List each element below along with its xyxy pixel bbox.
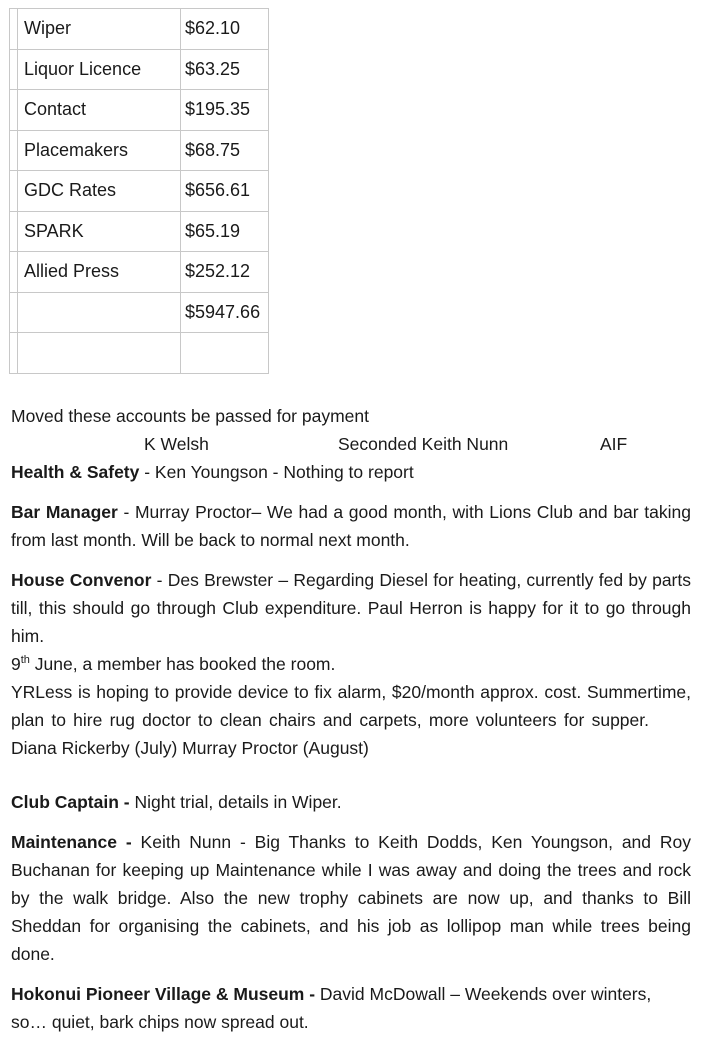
row-gutter-cell xyxy=(10,333,18,374)
museum-heading: Hokonui Pioneer Village & Museum - xyxy=(11,984,316,1004)
account-amount-cell: $65.19 xyxy=(181,211,269,252)
motion-text: Moved these accounts be passed for payment xyxy=(11,406,369,426)
table-row xyxy=(10,49,269,90)
row-gutter-cell xyxy=(10,171,18,212)
account-name-cell: Liquor Licence xyxy=(18,49,181,90)
house-convenor-booking xyxy=(11,650,691,678)
motion-signatures xyxy=(11,430,691,458)
club-captain-heading: Club Captain - xyxy=(11,792,130,812)
table-row xyxy=(10,292,269,333)
club-captain-text: Night trial, details in Wiper. xyxy=(129,792,342,812)
account-amount-cell: $63.25 xyxy=(181,49,269,90)
account-amount-cell: $656.61 xyxy=(181,171,269,212)
health-safety-report xyxy=(11,458,691,486)
account-name-cell: Wiper xyxy=(18,9,181,50)
alarm-text: YRLess is hoping to provide device to fix alarm, $20/month approx. cost. Summertime, plan to hire rug doctor to clean chairs and carpets, more volunteers for supper. xyxy=(11,682,691,730)
booking-suffix: th xyxy=(20,654,30,667)
museum-text: David McDowall – Weekends over winters, so… quiet, bark chips now spread out. xyxy=(11,984,652,1032)
account-name-cell xyxy=(18,333,181,374)
account-amount-cell: $252.12 xyxy=(181,252,269,293)
account-name-cell: GDC Rates xyxy=(18,171,181,212)
account-amount-cell: $5947.66 xyxy=(181,292,269,333)
account-amount-cell: $62.10 xyxy=(181,9,269,50)
motion-seconder: Seconded Keith Nunn xyxy=(338,434,509,454)
table-row xyxy=(10,171,269,212)
row-gutter-cell xyxy=(10,90,18,131)
maintenance-report xyxy=(11,828,691,968)
health-safety-text: - Ken Youngson - Nothing to report xyxy=(139,462,414,482)
table-row xyxy=(10,9,269,50)
row-gutter-cell xyxy=(10,252,18,293)
house-convenor-text: - Des Brewster – Regarding Diesel for heating, currently fed by parts till, this should go through Club expenditure. Paul Herron is happy for it to go through him. xyxy=(11,570,691,646)
motion-result: AIF xyxy=(600,434,628,454)
row-gutter-cell xyxy=(10,211,18,252)
account-amount-cell xyxy=(181,333,269,374)
account-amount-cell: $195.35 xyxy=(181,90,269,131)
supper-roster: Diana Rickerby (July) Murray Proctor (August) xyxy=(11,738,369,758)
club-captain-report xyxy=(11,788,691,816)
house-convenor-report xyxy=(11,566,691,650)
account-name-cell xyxy=(18,292,181,333)
table-row xyxy=(10,90,269,131)
table-row xyxy=(10,211,269,252)
house-convenor-heading: House Convenor xyxy=(11,570,152,590)
account-amount-cell: $68.75 xyxy=(181,130,269,171)
accounts-table xyxy=(9,8,269,374)
bar-manager-heading: Bar Manager xyxy=(11,502,118,522)
minutes-body xyxy=(11,402,691,1036)
bar-manager-report xyxy=(11,498,691,554)
house-convenor-alarm xyxy=(11,678,691,762)
row-gutter-cell xyxy=(10,130,18,171)
museum-report xyxy=(11,980,691,1036)
account-name-cell: Allied Press xyxy=(18,252,181,293)
table-row xyxy=(10,252,269,293)
maintenance-text: Keith Nunn - Big Thanks to Keith Dodds, Ken Youngson, and Roy Buchanan for keeping up Maintenance while I was away and doing the trees and rock by the walk bridge. Also the new trophy cabinets are now up, and thanks to Bill Sheddan for organising the cabinets, and his job as lollipop man while trees being done. xyxy=(11,832,691,964)
account-name-cell: Placemakers xyxy=(18,130,181,171)
motion-mover: K Welsh xyxy=(144,434,209,454)
row-gutter-cell xyxy=(10,49,18,90)
maintenance-heading: Maintenance - xyxy=(11,832,132,852)
booking-day: 9 xyxy=(11,654,21,674)
health-safety-heading: Health & Safety xyxy=(11,462,140,482)
row-gutter-cell xyxy=(10,9,18,50)
table-row xyxy=(10,333,269,374)
row-gutter-cell xyxy=(10,292,18,333)
account-name-cell: SPARK xyxy=(18,211,181,252)
bar-manager-text: - Murray Proctor– We had a good month, with Lions Club and bar taking from last month. Will be back to normal next month. xyxy=(11,502,691,550)
table-row xyxy=(10,130,269,171)
accounts-table-body xyxy=(10,9,269,374)
account-name-cell: Contact xyxy=(18,90,181,131)
booking-text: June, a member has booked the room. xyxy=(29,654,336,674)
